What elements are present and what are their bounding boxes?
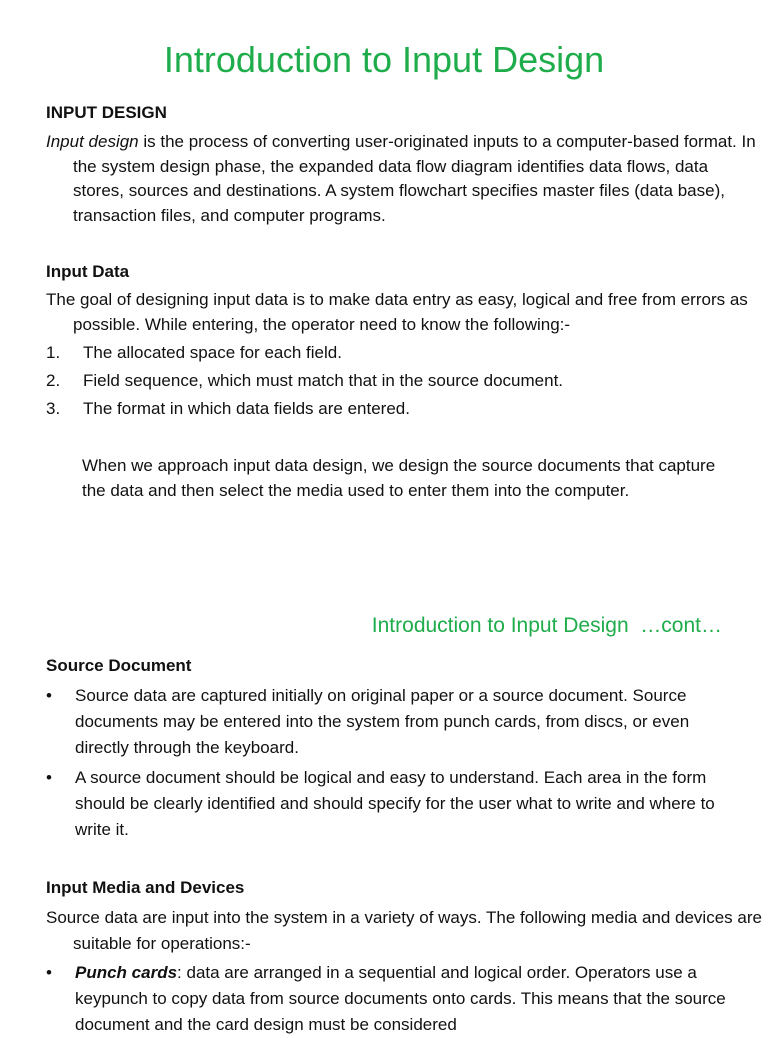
input-media-bullets bbox=[46, 960, 736, 1038]
list-item bbox=[46, 960, 736, 1038]
source-document-heading: Source Document bbox=[46, 656, 192, 675]
list-item-text: Field sequence, which must match that in the source document. bbox=[83, 371, 564, 390]
list-item-text: : data are arranged in a sequential and logical order. Operators use a keypunch to copy data from source documents onto cards. This means that the source document and the card design must be considered bbox=[75, 963, 726, 1034]
slide-title: Introduction to Input Design bbox=[163, 39, 605, 80]
input-data-heading: Input Data bbox=[46, 262, 130, 281]
list-item-text: The allocated space for each field. bbox=[83, 343, 342, 362]
input-data-note: When we approach input data design, we design the source documents that capture the data and then select the media used to enter them into the computer. bbox=[82, 456, 716, 500]
list-item-text: Source data are captured initially on original paper or a source document. Source documents may be entered into the system from punch cards, from discs, or even directly through the keyboard. bbox=[75, 686, 690, 757]
punch-cards-term: Punch cards bbox=[75, 963, 178, 982]
list-item bbox=[46, 367, 736, 395]
input-design-heading: INPUT DESIGN bbox=[46, 103, 167, 122]
source-document-bullets bbox=[46, 683, 736, 843]
input-media-paragraph: Source data are input into the system in a variety of ways. The following media and devices are suitable for operations:- bbox=[46, 908, 762, 953]
list-item-number: 3. bbox=[46, 399, 61, 418]
list-item-number: 1. bbox=[46, 343, 61, 362]
list-item bbox=[46, 395, 736, 423]
list-item bbox=[46, 339, 736, 367]
bullet-icon: • bbox=[46, 768, 52, 787]
input-data-list bbox=[46, 339, 736, 423]
list-item bbox=[46, 765, 736, 843]
bullet-icon: • bbox=[46, 686, 52, 705]
list-item-text: A source document should be logical and easy to understand. Each area in the form should be clearly identified and should specify for the user what to write and where to write it. bbox=[75, 768, 715, 839]
slide-title: Introduction to Input Design …cont… bbox=[371, 614, 722, 637]
list-item-number: 2. bbox=[46, 371, 61, 390]
bullet-icon: • bbox=[46, 963, 52, 982]
list-item-text: The format in which data fields are entered. bbox=[83, 399, 410, 418]
input-data-paragraph: The goal of designing input data is to make data entry as easy, logical and free from errors as possible. While entering, the operator need to know the following:- bbox=[46, 290, 748, 334]
input-design-text: is the process of converting user-originated inputs to a computer-based format. In the system design phase, the expanded data flow diagram identifies data flows, data stores, sources and destinations. A system flowchart specifies master files (data base), transaction files, and computer programs. bbox=[73, 132, 756, 225]
input-media-heading: Input Media and Devices bbox=[46, 878, 245, 897]
slide-2 bbox=[0, 600, 768, 1034]
input-design-paragraph bbox=[46, 130, 763, 228]
list-item bbox=[46, 683, 736, 761]
input-design-term: Input design bbox=[46, 132, 139, 151]
